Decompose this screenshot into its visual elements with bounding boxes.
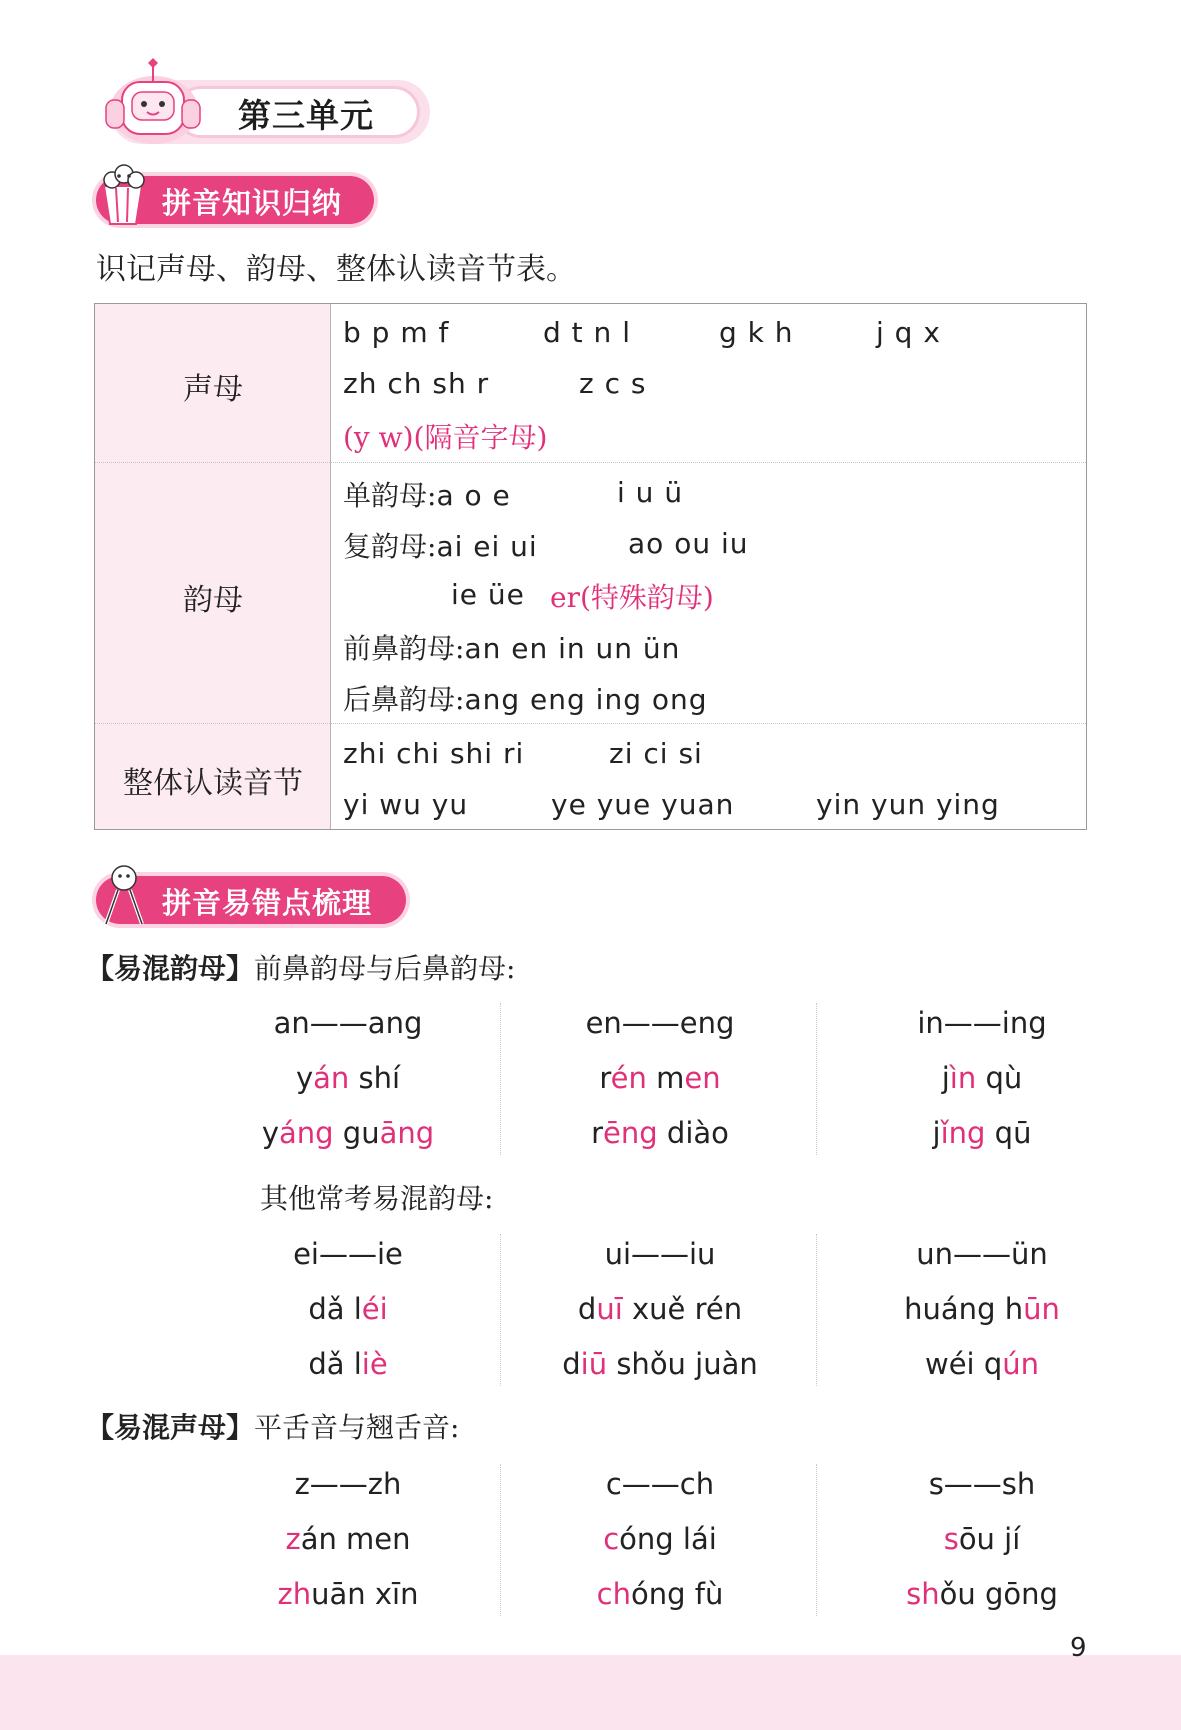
syllable-text: m	[646, 1061, 685, 1095]
example-word	[500, 1292, 820, 1326]
example-word	[822, 1347, 1142, 1381]
hou-bi-yunmu-line	[343, 678, 708, 718]
zhengti-label: 整体认读音节	[123, 766, 303, 801]
shengmu-group: z c s	[579, 367, 647, 400]
shengmu-group: zh ch sh r	[343, 367, 490, 400]
syllable-text: xuě rén	[622, 1292, 743, 1326]
highlighted-final: ch	[596, 1577, 631, 1611]
example-word	[188, 1061, 508, 1095]
section-title-summary: 拼音知识归纳	[162, 186, 343, 220]
yunmu-confusion-bracket: 【易混韵母】	[86, 952, 255, 985]
qian-bi-yunmu-line	[343, 627, 680, 667]
popcorn-mascot-icon	[92, 162, 154, 228]
example-word	[188, 1116, 508, 1150]
highlighted-final: ēng	[603, 1116, 658, 1150]
syllable-text: wéi q	[924, 1347, 1003, 1381]
fu-yunmu-a: ai ei ui	[436, 530, 538, 563]
syllable-text: ei——ie	[293, 1237, 403, 1271]
zhengti-group: zhi chi shi ri	[343, 737, 525, 770]
example-word	[500, 1116, 820, 1150]
unit-title: 第三单元	[238, 96, 374, 135]
syllable-text: r	[599, 1061, 611, 1095]
page-number: 9	[1070, 1633, 1087, 1663]
highlighted-final: ǐng	[940, 1116, 986, 1150]
highlighted-final: zh	[277, 1577, 312, 1611]
table-row-divider	[95, 462, 1086, 463]
shengmu-confusion-heading	[86, 1406, 459, 1446]
syllable-text: in——ing	[917, 1006, 1047, 1040]
syllable-text: óng fù	[630, 1577, 724, 1611]
example-word	[500, 1061, 820, 1095]
syllable-text: shí	[349, 1061, 401, 1095]
dan-yunmu-label: 单韵母:	[343, 479, 437, 512]
zhengti-group: yin yun ying	[816, 788, 1000, 821]
fu-yunmu-label: 复韵母:	[343, 530, 437, 563]
confusion-pair	[188, 1237, 508, 1271]
fu-yunmu-line	[343, 525, 538, 565]
yunmu-label: 韵母	[183, 583, 243, 618]
scissors-mascot-icon	[94, 860, 156, 930]
example-word	[500, 1522, 820, 1556]
highlighted-final: ìn	[949, 1061, 977, 1095]
highlighted-final: iū	[580, 1347, 608, 1381]
syllable-text: j	[932, 1116, 941, 1150]
example-word	[822, 1577, 1142, 1611]
syllable-text: ui——iu	[604, 1237, 716, 1271]
syllable-text: r	[591, 1116, 604, 1150]
shengmu-confusion-desc: 平舌音与翘舌音:	[254, 1411, 460, 1444]
highlighted-final: áng	[279, 1116, 334, 1150]
intro-text: 识记声母、韵母、整体认读音节表。	[96, 252, 576, 287]
syllable-text: ǒu gōng	[939, 1577, 1058, 1611]
syllable-text: an——ang	[273, 1006, 423, 1040]
highlighted-final: z	[285, 1522, 301, 1556]
zhengti-group: yi wu yu	[343, 788, 469, 821]
highlighted-final: ūn	[1023, 1292, 1060, 1326]
confusion-pair	[500, 1467, 820, 1501]
example-word	[500, 1577, 820, 1611]
highlighted-final: sh	[906, 1577, 940, 1611]
syllable-text: án men	[300, 1522, 411, 1556]
zhengti-group: zi ci si	[609, 737, 703, 770]
footer-band	[0, 1655, 1181, 1730]
highlighted-final: én	[610, 1061, 647, 1095]
yunmu-confusion-desc: 前鼻韵母与后鼻韵母:	[254, 952, 516, 985]
syllable-text: d	[562, 1347, 581, 1381]
dan-yunmu-line	[343, 474, 511, 514]
syllable-text: s——sh	[928, 1467, 1036, 1501]
hou-bi-yunmu: ang eng ing ong	[464, 683, 708, 716]
highlighted-final: āng	[379, 1116, 435, 1150]
syllable-text: diào	[657, 1116, 729, 1150]
syllable-text: d	[577, 1292, 597, 1326]
highlighted-final: éi	[361, 1292, 388, 1326]
syllable-text: en——eng	[585, 1006, 735, 1040]
example-word	[188, 1577, 508, 1611]
section-title-errors: 拼音易错点梳理	[162, 886, 373, 920]
confusion-pair	[822, 1237, 1142, 1271]
confusion-pair	[188, 1467, 508, 1501]
shengmu-label: 声母	[183, 372, 243, 407]
example-word	[822, 1522, 1142, 1556]
highlighted-final: s	[943, 1522, 959, 1556]
shengmu-group: d t n l	[543, 316, 631, 349]
qian-bi-yunmu: an en in un ün	[464, 632, 681, 665]
qian-bi-yunmu-label: 前鼻韵母:	[343, 632, 465, 665]
confusion-pair	[188, 1006, 508, 1040]
syllable-text: qū	[985, 1116, 1032, 1150]
highlighted-final: uī	[596, 1292, 623, 1326]
special-yunmu-er: er(特殊韵母)	[550, 581, 714, 614]
confusion-pair	[500, 1237, 820, 1271]
shengmu-group: j q x	[876, 316, 941, 349]
highlighted-final: c	[603, 1522, 620, 1556]
example-word	[188, 1347, 508, 1381]
shengmu-group: g k h	[719, 316, 794, 349]
fu-yunmu-c: ie üe	[451, 578, 525, 611]
hou-bi-yunmu-label: 后鼻韵母:	[343, 683, 465, 716]
confusion-pair	[500, 1006, 820, 1040]
highlighted-final: en	[684, 1061, 721, 1095]
other-yunmu-desc: 其他常考易混韵母:	[260, 1182, 494, 1215]
example-word	[500, 1347, 820, 1381]
highlighted-final: án	[313, 1061, 350, 1095]
syllable-text: dǎ l	[308, 1347, 362, 1381]
syllable-text: óng lái	[619, 1522, 717, 1556]
syllable-text: uān xīn	[311, 1577, 419, 1611]
dan-yunmu-a: a o e	[436, 479, 511, 512]
syllable-text: dǎ l	[308, 1292, 362, 1326]
syllable-text: qù	[976, 1061, 1023, 1095]
robot-mascot-icon	[92, 52, 212, 152]
zhengti-group: ye yue yuan	[551, 788, 735, 821]
highlighted-final: ún	[1002, 1347, 1039, 1381]
syllable-text: huáng h	[904, 1292, 1024, 1326]
geyin-zimu: (y w)(隔音字母)	[343, 421, 548, 454]
syllable-text: shǒu juàn	[607, 1347, 758, 1381]
table-row-divider	[95, 723, 1086, 724]
dan-yunmu-b: i u ü	[617, 476, 684, 509]
syllable-text: y	[295, 1061, 314, 1095]
example-word	[188, 1522, 508, 1556]
syllable-text: ōu jí	[958, 1522, 1021, 1556]
shengmu-confusion-bracket: 【易混声母】	[86, 1411, 255, 1444]
highlighted-final: iè	[361, 1347, 388, 1381]
example-word	[822, 1292, 1142, 1326]
syllable-text: un——ün	[916, 1237, 1048, 1271]
syllable-text: j	[941, 1061, 950, 1095]
confusion-pair	[822, 1006, 1142, 1040]
syllable-text: gu	[333, 1116, 380, 1150]
shengmu-group: b p m f	[343, 316, 450, 349]
example-word	[822, 1116, 1142, 1150]
syllable-text: c——ch	[605, 1467, 715, 1501]
fu-yunmu-b: ao ou iu	[628, 527, 749, 560]
example-word	[822, 1061, 1142, 1095]
syllable-text: z——zh	[294, 1467, 402, 1501]
example-word	[188, 1292, 508, 1326]
syllable-text: y	[261, 1116, 280, 1150]
confusion-pair	[822, 1467, 1142, 1501]
yunmu-confusion-heading	[86, 947, 515, 987]
